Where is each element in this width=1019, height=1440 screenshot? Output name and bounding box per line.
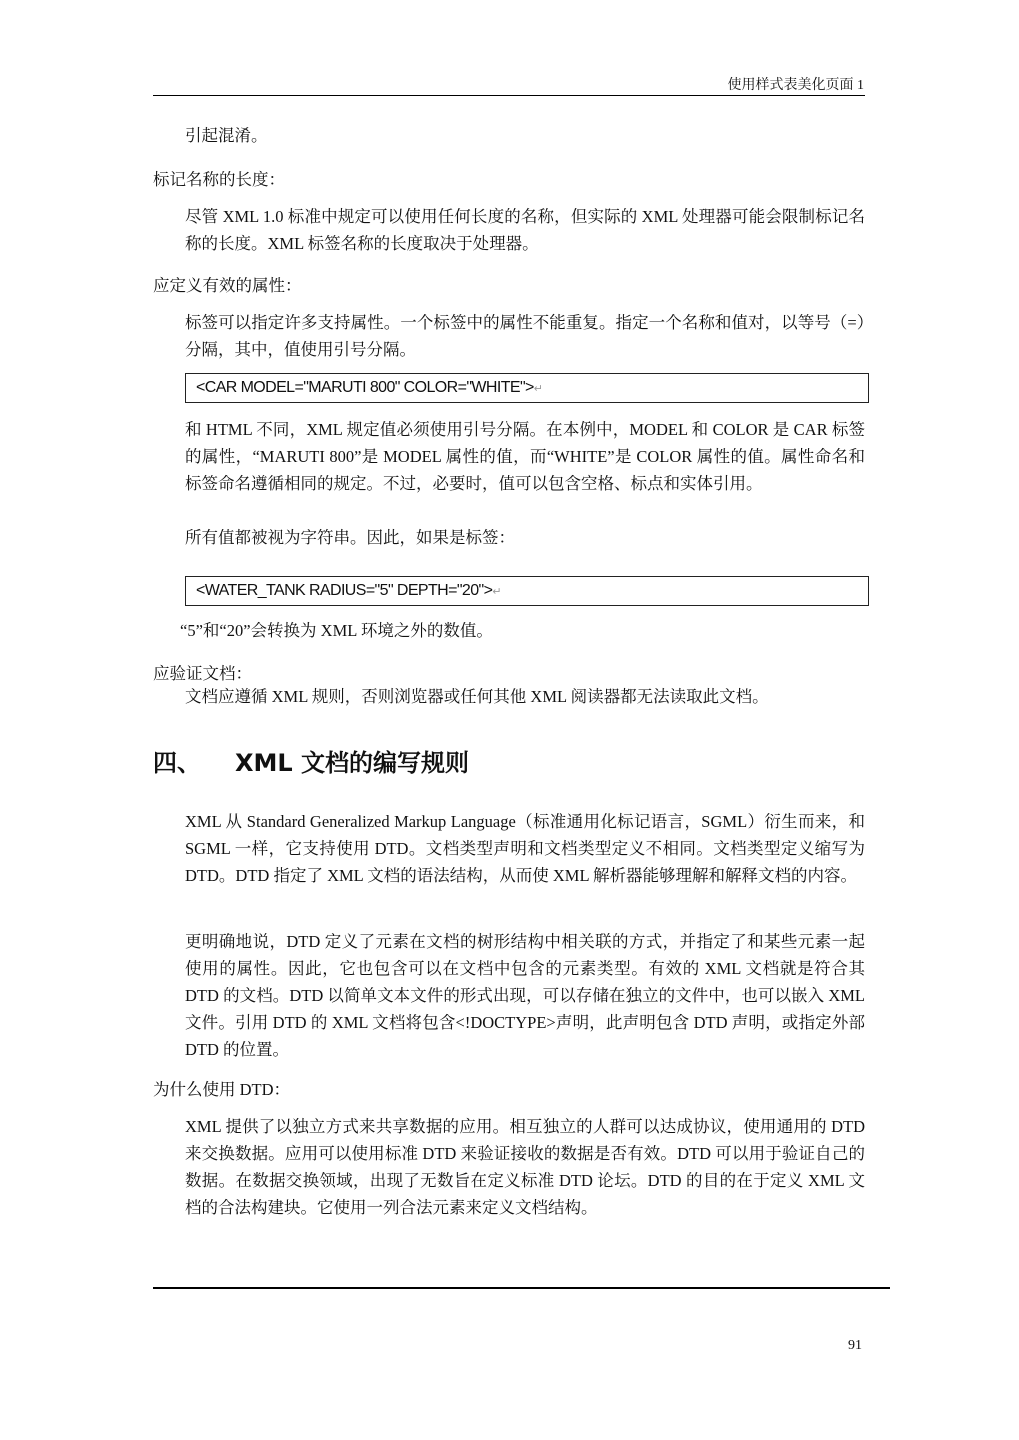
code-text: <CAR MODEL="MARUTI 800" COLOR="WHITE"> bbox=[196, 379, 534, 396]
return-mark-icon: ↵ bbox=[492, 586, 501, 598]
code-box bbox=[185, 576, 869, 606]
section-number: 四、 bbox=[153, 749, 201, 777]
code-box bbox=[185, 373, 869, 403]
running-header: 使用样式表美化页面 1 bbox=[727, 78, 864, 93]
paragraph: XML 从 Standard Generalized Markup Language（标准通用化标记语言，SGML）衍生而来，和 SGML 一样，它支持使用 DTD。文档类型声明和文档类型定义不相同。文档类型定义缩写为 DTD。DTD 指定了 XML 文档的语法结构，从而使 XML 解析器能够理解和解释文档的内容。 bbox=[185, 812, 865, 885]
subheading-tag-name-length: 标记名称的长度： bbox=[153, 170, 285, 189]
return-mark-icon: ↵ bbox=[533, 383, 543, 395]
paragraph: 更明确地说，DTD 定义了元素在文档的树形结构中相关联的方式，并指定了和某些元素一起使用的属性。因此，它也包含可以在文档中包含的元素类型。有效的 XML 文档就是符合其 DTD 的文档。DTD 以简单文本文件的形式出现，可以存储在独立的文件中，也可以嵌入 XML 文件。引用 DTD 的 XML 文档将包含<!DOCTYPE>声明，此声明包含 DTD 声明，或指定外部 DTD 的位置。 bbox=[185, 932, 865, 1059]
paragraph: 所有值都被视为字符串。因此，如果是标签： bbox=[185, 528, 515, 547]
page-number: 91 bbox=[848, 1338, 862, 1353]
paragraph: 引起混淆。 bbox=[185, 126, 268, 145]
subheading-why-dtd: 为什么使用 DTD： bbox=[153, 1080, 291, 1099]
paragraph: 文档应遵循 XML 规则，否则浏览器或任何其他 XML 阅读器都无法读取此文档。 bbox=[185, 687, 769, 706]
subheading-validate-document: 应验证文档： bbox=[153, 664, 252, 683]
code-text: <WATER_TANK RADIUS="5" DEPTH="20"> bbox=[196, 582, 493, 599]
section-title: XML 文档的编写规则 bbox=[235, 749, 470, 777]
paragraph: 标签可以指定许多支持属性。一个标签中的属性不能重复。指定一个名称和值对，以等号（=）分隔，其中，值使用引号分隔。 bbox=[185, 313, 865, 359]
paragraph: 尽管 XML 1.0 标准中规定可以使用任何长度的名称，但实际的 XML 处理器可能会限制标记名称的长度。XML 标签名称的长度取决于处理器。 bbox=[185, 207, 865, 253]
subheading-valid-attributes: 应定义有效的属性： bbox=[153, 276, 302, 295]
paragraph: 和 HTML 不同，XML 规定值必须使用引号分隔。在本例中，MODEL 和 COLOR 是 CAR 标签的属性，“MARUTI 800”是 MODEL 属性的值，而“WHITE”是 COLOR 属性的值。属性命名和标签命名遵循相同的规定。不过，必要时，值可以包含空格、标点和实体引用。 bbox=[185, 420, 865, 493]
paragraph: “5”和“20”会转换为 XML 环境之外的数值。 bbox=[180, 621, 493, 640]
paragraph: XML 提供了以独立方式来共享数据的应用。相互独立的人群可以达成协议，使用通用的 DTD 来交换数据。应用可以使用标准 DTD 来验证接收的数据是否有效。DTD 可以用于验证自己的数据。在数据交换领域，出现了无数旨在定义标准 DTD 论坛。DTD 的目的在于定义 XML 文档的合法构建块。它使用一列合法元素来定义文档结构。 bbox=[185, 1117, 865, 1217]
footer-rule bbox=[153, 1287, 890, 1289]
header-rule bbox=[153, 95, 865, 96]
section-heading bbox=[153, 743, 469, 778]
